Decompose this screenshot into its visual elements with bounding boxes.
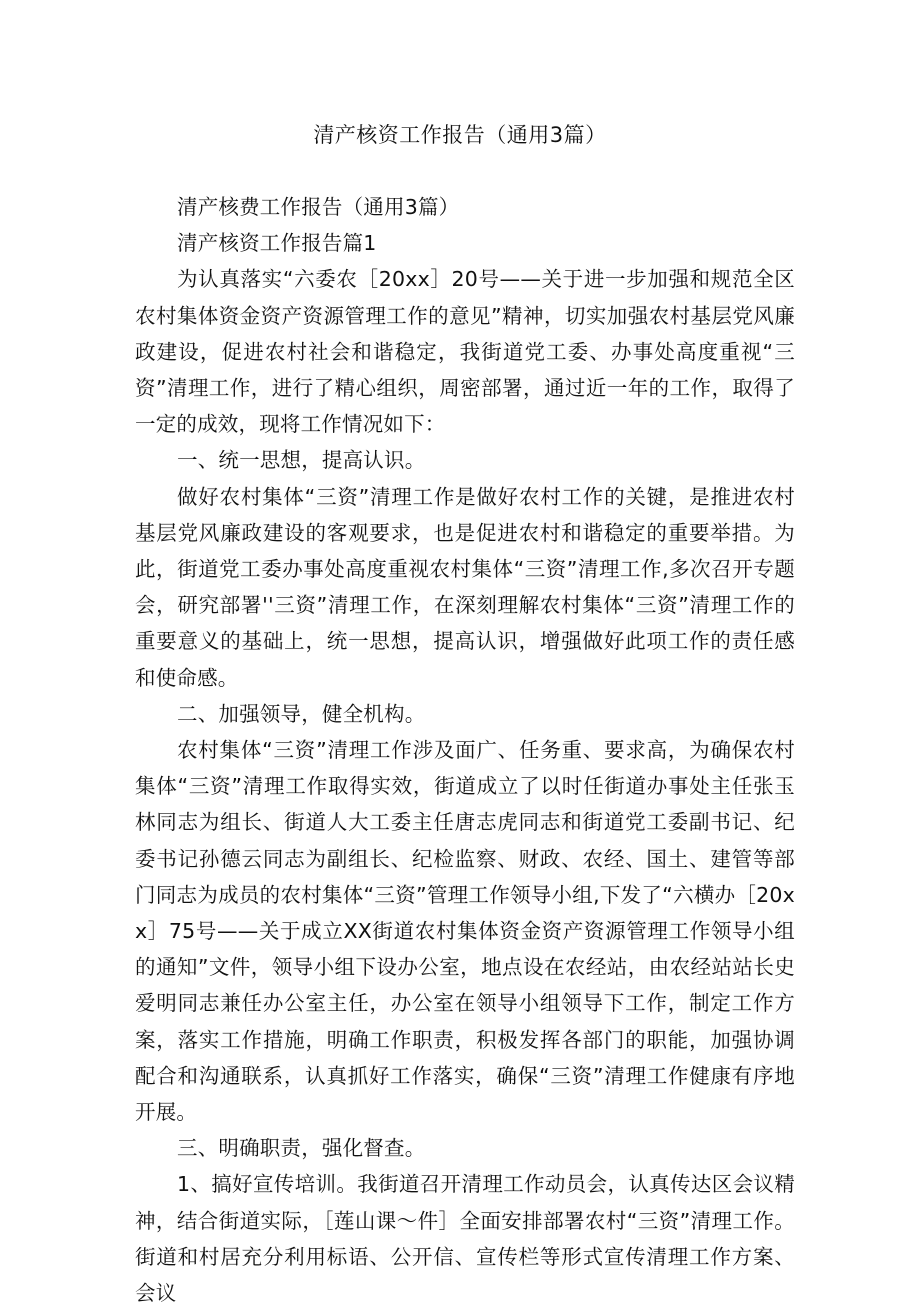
heading-strengthen-leadership: 二、加强领导，健全机构。 (177, 701, 426, 726)
paragraph-strengthen-leadership: 农村集体“三资”清理工作涉及面广、任务重、要求高，为确保农村集体“三资”清理工作取得实效，街道成立了以时任街道办事处主任张玉林同志为组长、街道人大工委主任唐志虎同志和街道党工委副书记、纪委书记孙德云同志为副组长、纪检监察、财政、农经、国土、建管等部门同志为成员的农村集体“三资”管理工作领导小组,下发了“六横办［20xx］75号——关于成立XX街道农村集体资金资产资源管理工作领导小组的通知”文件，领导小组下设办公室，地点设在农经站，由农经站站长史爱明同志兼任办公室主任，办公室在领导小组领导下工作，制定工作方案，落实工作措施，明确工作职责，积极发挥各部门的职能，加强协调配合和沟通联系，认真抓好工作落实，确保“三资”清理工作健康有序地开展。 (135, 738, 795, 1125)
intro-paragraph: 为认真落实“六委农［20xx］20号——关于进一步加强和规范全区农村集体资金资产资源管理工作的意见”精神，切实加强农村基层党风廉政建设，促进农村社会和谐稳定，我街道党工委、办事处高度重视“三资”清理工作，进行了精心组织，周密部署，通过近一年的工作，取得了一定的成效，现将工作情况如下： (135, 267, 795, 437)
section-heading-part1: 清产核资工作报告篇1 (177, 231, 377, 256)
paragraph-publicity-training: 1、搞好宣传培训。我街道召开清理工作动员会，认真传达区会议精神，结合街道实际，［莲山课〜件］全面安排部署农村“三资”清理工作。街道和村居充分利用标语、公开信、宣传栏等形式宣传清理工作方案、会议 (135, 1172, 795, 1306)
document-title: 清产核资工作报告（通用3篇） (313, 123, 607, 147)
heading-clarify-duties: 三、明确职责，强化督查。 (177, 1136, 426, 1161)
document-body (135, 189, 795, 1311)
heading-unify-thinking: 一、统一思想，提高认识。 (177, 448, 426, 473)
subtitle-paragraph: 清产核费工作报告（通用3篇） (177, 195, 460, 219)
paragraph-unify-thinking: 做好农村集体“三资”清理工作是做好农村工作的关键，是推进农村基层党风廉政建设的客观要求，也是促进农村和谐稳定的重要举措。为此，街道党工委办事处高度重视农村集体“三资”清理工作,多次召开专题会，研究部署''三资”清理工作，在深刻理解农村集体“三资”清理工作的重要意义的基础上，统一思想，提高认识，增强做好此项工作的责任感和使命感。 (135, 484, 795, 690)
